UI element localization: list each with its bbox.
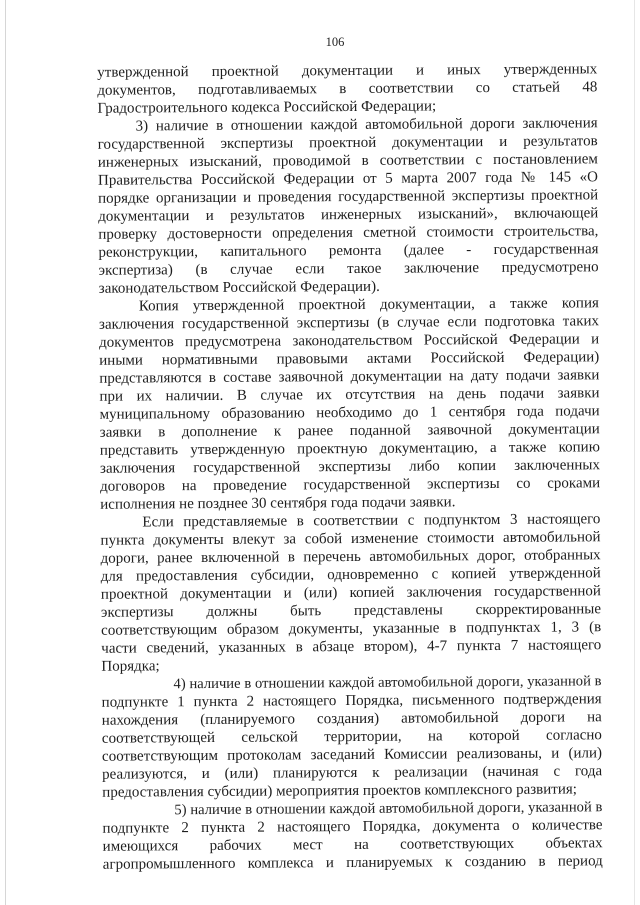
- text-line: документов, подготавливаемых в соответствии со статьей 48: [97, 79, 598, 99]
- text-line: договоров на проведение государственной экспертизы со сроками: [100, 475, 601, 495]
- page-body: [97, 60, 603, 873]
- item-3-paragraph: [98, 114, 599, 297]
- text-line: 5) наличие в отношении каждой автомобильной дороги, указанной в: [174, 799, 603, 819]
- text-line: предоставления субсидии) мероприятия проектов комплексного развития;: [102, 781, 577, 801]
- text-line: соответствующим протоколам заседаний Комиссии реализованы, и (или): [101, 745, 603, 765]
- item-4-paragraph: [101, 672, 602, 801]
- text-line: утвержденной проектной документации и иных утвержденных: [97, 61, 598, 81]
- text-line: иными нормативными правовыми актами Российской Федерации): [99, 349, 600, 369]
- cost-change-paragraph: [100, 510, 601, 675]
- text-line: реализуются, и (или) планируются к реализации (начиная с года: [102, 763, 603, 783]
- text-line: нахождения (планируемого создания) автомобильной дороги на: [101, 709, 602, 729]
- text-line: Если представляемые в соответствии с подпунктом 3 настоящего: [142, 511, 601, 531]
- text-line: государственной экспертизы проектной документации и результатов: [97, 133, 598, 153]
- text-line: проектной документации и (или) копией заключения государственной: [100, 583, 601, 603]
- text-line: реконструкции, капитального ремонта (далее - государственная: [98, 241, 599, 261]
- text-line: документов предусмотрена законодательством Российской Федерации и: [99, 331, 600, 351]
- text-line: порядке организации и проведения государственной экспертизы проектной: [98, 187, 599, 207]
- text-line: экспертиза) (в случае если такое заключение предусмотрено: [98, 259, 599, 279]
- text-line: агропромышленного комплекса и планируемых к созданию в период: [102, 853, 603, 873]
- text-line: части сведений, указанных в абзаце втором), 4-7 пункта 7 настоящего: [101, 637, 602, 657]
- text-line: муниципальному образованию необходимо до 1 сентября года подачи: [99, 403, 600, 423]
- text-line: Порядка;: [101, 658, 160, 675]
- text-line: Копия утвержденной проектной документации, а также копия: [138, 295, 599, 315]
- text-line: имеющихся рабочих мест на соответствующих объектах: [102, 835, 603, 855]
- text-line: проверку достоверности определения сметной стоимости строительства,: [98, 223, 599, 243]
- text-line: соответствующей сельской территории, на которой согласно: [101, 727, 602, 747]
- text-line: инженерных изысканий, проводимой в соответствии с постановлением: [97, 151, 598, 171]
- text-line: законодательством Российской Федерации).: [98, 278, 380, 297]
- text-line: Градостроительного кодекса Российской Федерации;: [97, 98, 437, 117]
- text-line: заключения государственной экспертизы либо копии заключенных: [99, 457, 601, 477]
- text-line: Правительства Российской Федерации от 5 марта 2007 года № 145 «О: [97, 169, 599, 189]
- text-line: для предоставления субсидии, одновременно с копией утвержденной: [100, 565, 601, 585]
- text-line: дороги, ранее включенной в перечень автомобильных дорог, отобранных: [100, 547, 601, 567]
- text-line: 4) наличие в отношении каждой автомобильной дороги, указанной в: [173, 673, 602, 693]
- copy-documents-paragraph: [99, 294, 600, 513]
- text-line: представить утвержденную проектную документацию, а также копию: [99, 439, 600, 459]
- text-line: экспертизы должны быть представлены скорректированные: [100, 601, 602, 621]
- text-line: подпункте 1 пункта 2 настоящего Порядка, письменного подтверждения: [101, 691, 602, 711]
- scan-edge-left: [5, 0, 6, 905]
- text-line: соответствующим образом документы, указанные в подпунктах 1, 3 (в: [101, 619, 602, 639]
- page-number: 106: [325, 35, 345, 49]
- text-line: заявки в дополнение к ранее поданной заявочной документации: [99, 421, 600, 441]
- text-line: подпункте 2 пункта 2 настоящего Порядка, документа о количестве: [102, 817, 603, 837]
- scan-edge-right: [634, 0, 635, 905]
- text-line: 3) наличие в отношении каждой автомобильной дороги заключения: [135, 115, 598, 135]
- text-line: заключения государственной экспертизы (в случае если подготовка таких: [98, 313, 600, 333]
- text-line: при их наличии. В случае их отсутствия на день подачи заявки: [99, 385, 600, 405]
- text-line: документации и результатов инженерных изысканий», включающей: [98, 205, 599, 225]
- paragraph-continuation: [97, 60, 597, 117]
- item-5-paragraph: [102, 798, 602, 873]
- text-line: исполнения не позднее 30 сентября года подачи заявки.: [100, 494, 456, 513]
- text-line: представляются в составе заявочной документации на дату подачи заявки: [99, 367, 600, 387]
- text-line: пункта документы влекут за собой изменение стоимости автомобильной: [100, 529, 601, 549]
